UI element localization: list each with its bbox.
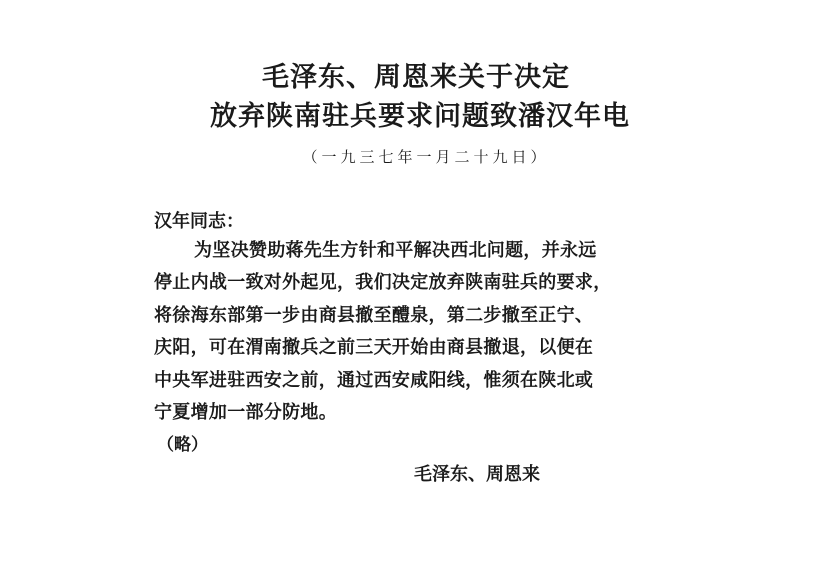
document-title-line-2: 放弃陕南驻兵要求问题致潘汉年电 (210, 101, 630, 132)
body-line: 停止内战一致对外起见，我们决定放弃陕南驻兵的要求， (154, 272, 612, 293)
body-line: 将徐海东部第一步由商县撤至醴泉，第二步撤至正宁、 (154, 305, 594, 326)
body-line: 中央军进驻西安之前，通过西安咸阳线，惟须在陕北或 (154, 370, 594, 391)
body-line: 宁夏增加一部分防地。 (154, 402, 337, 423)
salutation: 汉年同志： (154, 211, 244, 232)
body-line: 庆阳，可在渭南撤兵之前三天开始由商县撤退，以便在 (154, 337, 594, 358)
body-line: 为坚决赞助蒋先生方针和平解决西北问题，并永远 (194, 240, 597, 261)
document-date: （一九三七年一月二十九日） (302, 148, 550, 166)
signature: 毛泽东、周恩来 (414, 464, 540, 485)
document-title-line-1: 毛泽东、周恩来关于决定 (262, 62, 570, 93)
omitted-marker: （略） (157, 435, 208, 455)
